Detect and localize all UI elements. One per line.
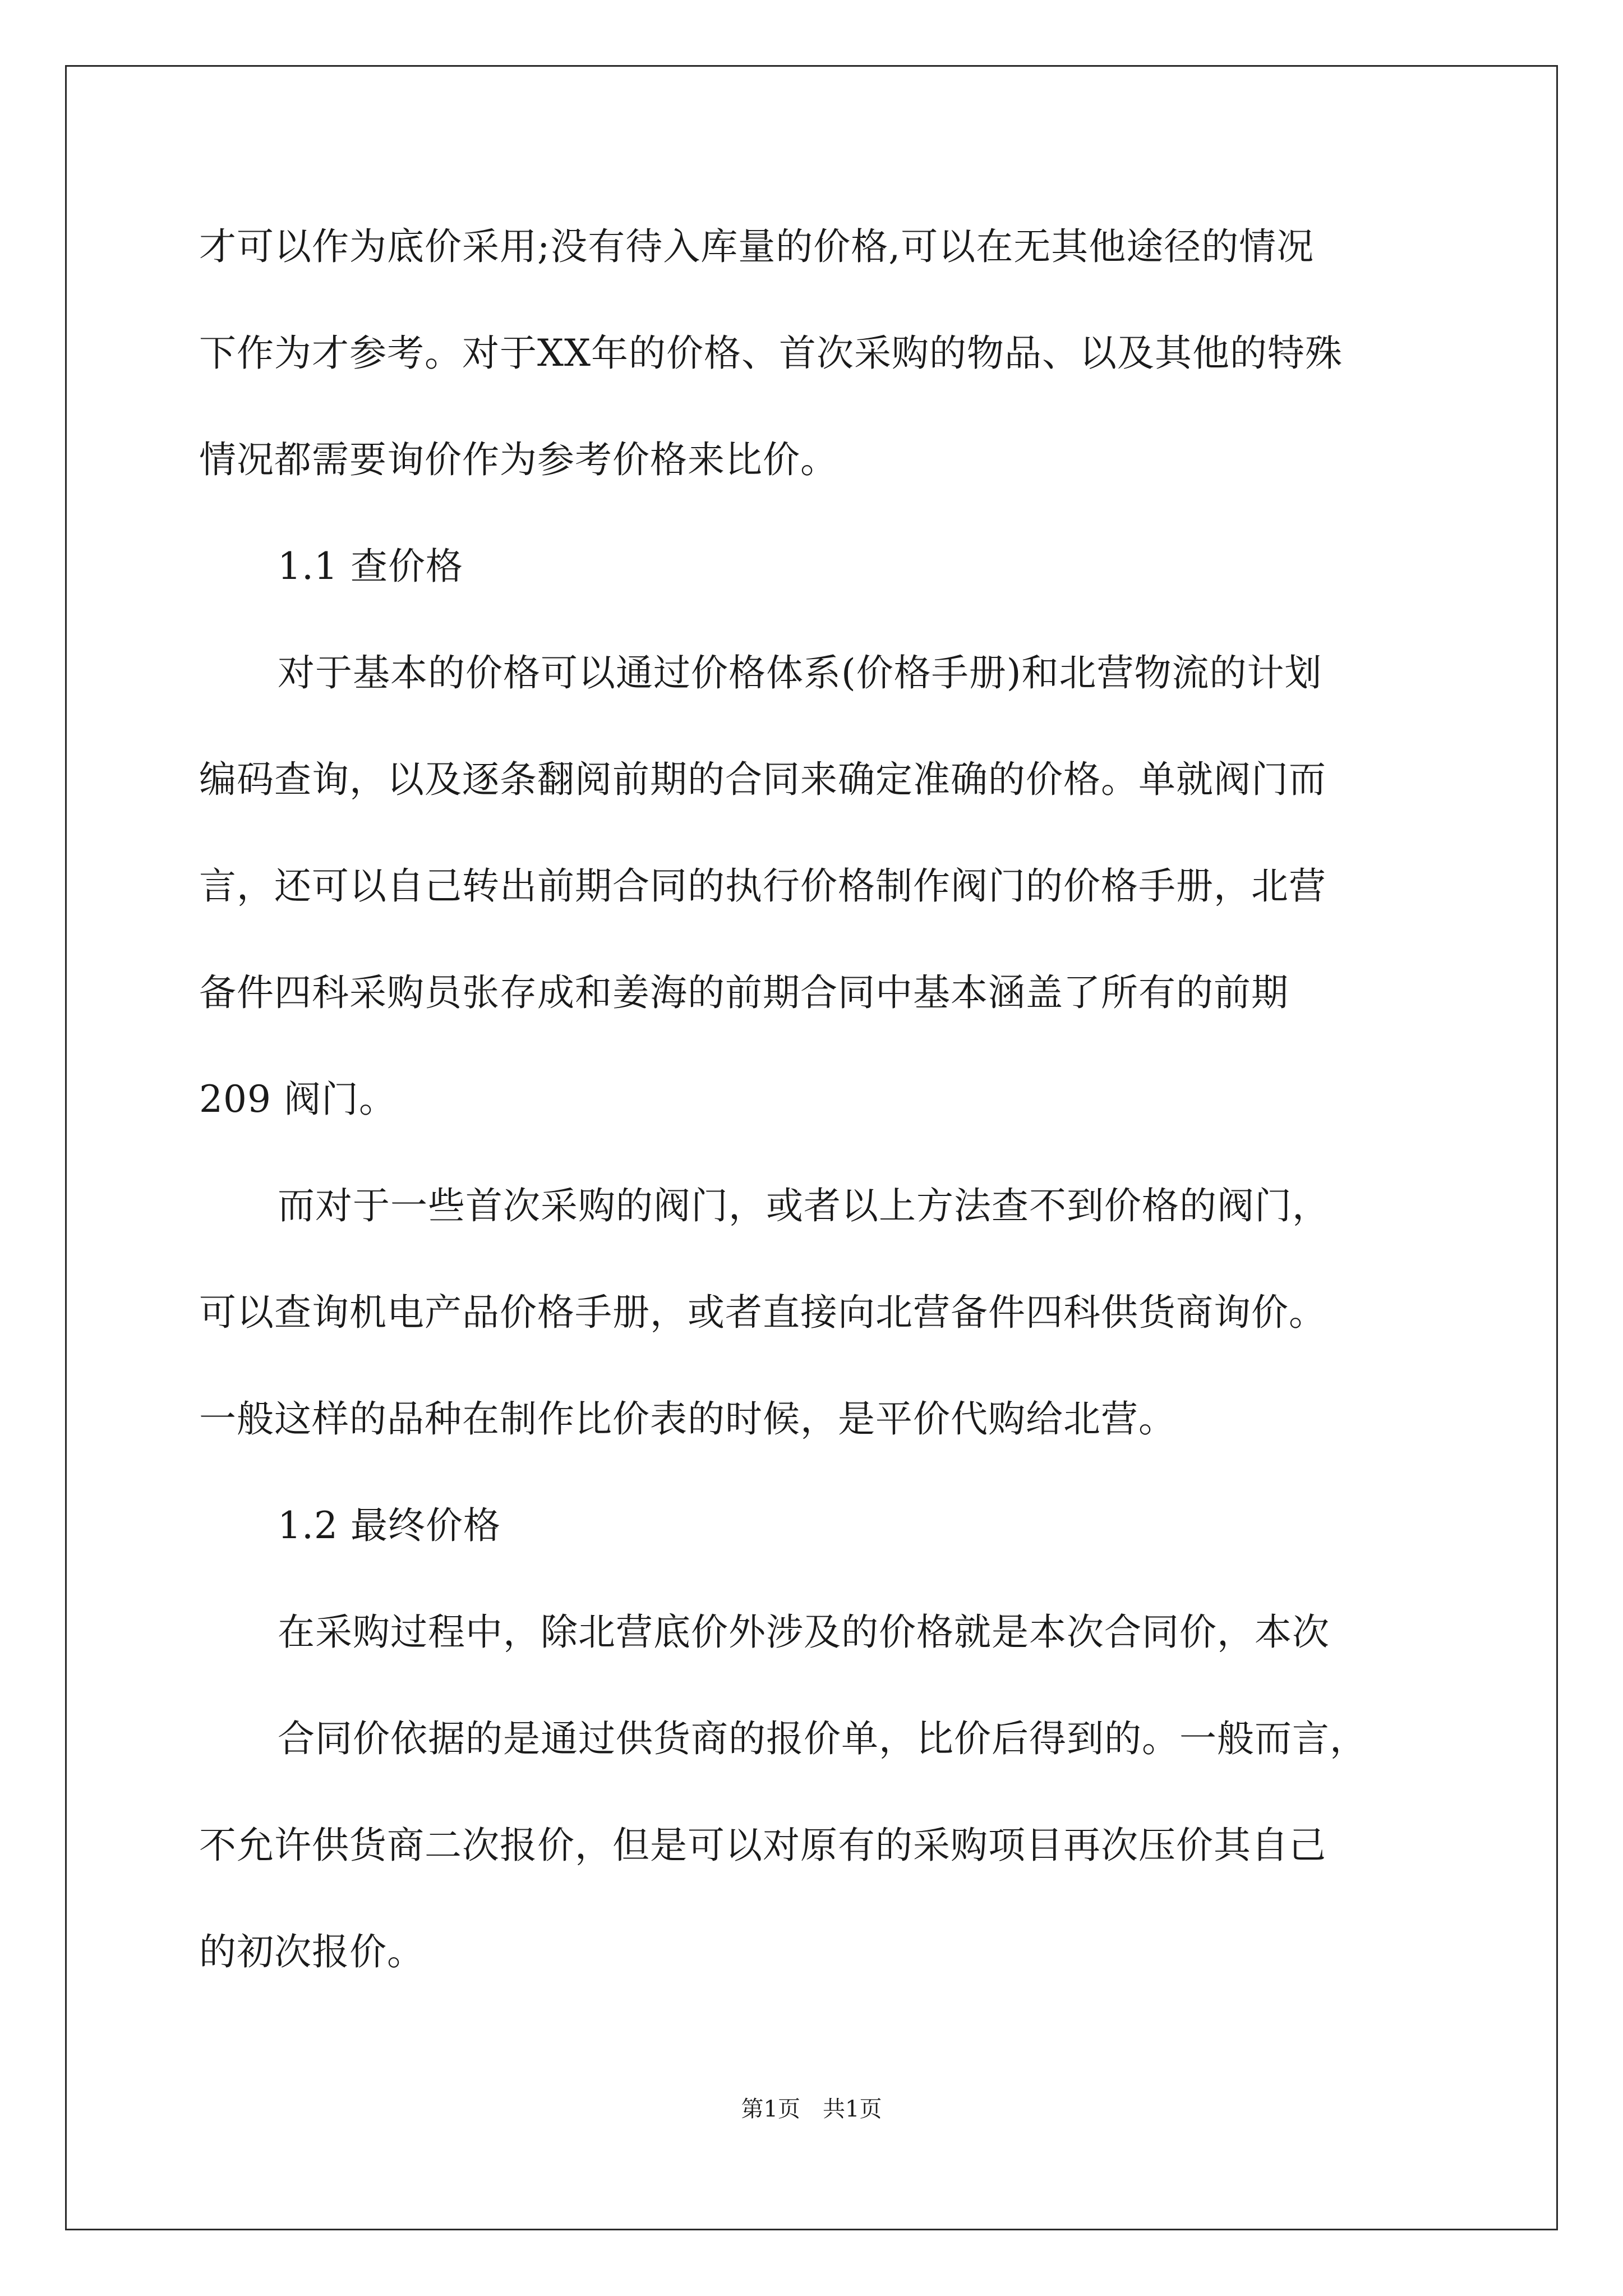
text-line: 编码查询，以及逐条翻阅前期的合同来确定准确的价格。单就阀门而	[199, 758, 1326, 801]
text-line: 在采购过程中，除北营底价外涉及的价格就是本次合同价，本次	[278, 1611, 1330, 1654]
text-line: 的初次报价。	[199, 1930, 425, 1973]
page-footer	[0, 2095, 1623, 2123]
text-line: 备件四科采购员张存成和姜海的前期合同中基本涵盖了所有的前期	[199, 971, 1289, 1014]
page-number: 第1页	[741, 2096, 800, 2122]
text-line: 一般这样的品种在制作比价表的时候，是平价代购给北营。	[199, 1397, 1176, 1441]
text-line: 言，还可以自己转出前期合同的执行价格制作阀门的价格手册，北营	[199, 864, 1326, 908]
text-line: 可以查询机电产品价格手册，或者直接向北营备件四科供货商询价。	[199, 1291, 1326, 1334]
section-heading: 1.2 最终价格	[278, 1504, 501, 1547]
text-line: 情况都需要询价作为参考价格来比价。	[199, 438, 838, 481]
text-line: 才可以作为底价采用;没有待入库量的价格,可以在无其他途径的情况	[199, 225, 1315, 268]
text-line: 对于基本的价格可以通过价格体系(价格手册)和北营物流的计划	[278, 651, 1322, 694]
text-line: 不允许供货商二次报价，但是可以对原有的采购项目再次压价其自己	[199, 1824, 1326, 1867]
text-line: 209 阀门。	[199, 1078, 396, 1121]
page-border	[65, 65, 1558, 2230]
text-line: 下作为才参考。对于XX年的价格、首次采购的物品、以及其他的特殊	[199, 332, 1343, 375]
text-line: 合同价依据的是通过供货商的报价单，比价后得到的。一般而言，	[278, 1717, 1367, 1760]
page-total: 共1页	[823, 2096, 882, 2122]
section-heading: 1.1 查价格	[278, 545, 463, 588]
text-line: 而对于一些首次采购的阀门，或者以上方法查不到价格的阀门，	[278, 1184, 1330, 1227]
